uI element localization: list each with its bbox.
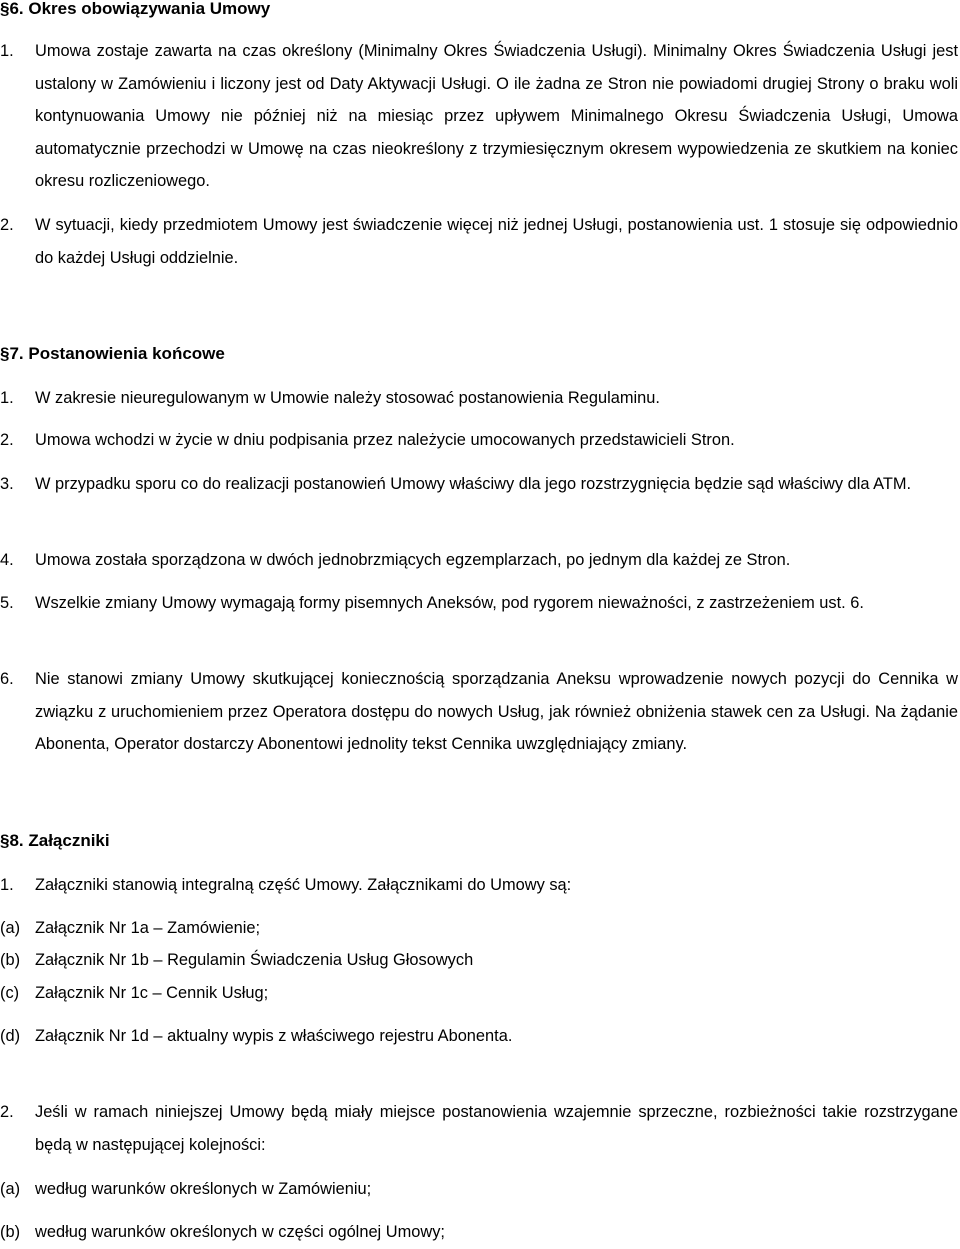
item-number: 2. xyxy=(0,216,14,234)
item-text: Załączniki stanowią integralną część Umowy. Załącznikami do Umowy są: xyxy=(35,876,572,894)
item-number: 2. xyxy=(0,431,14,449)
item-number: 2. xyxy=(0,1103,14,1121)
item-number: 1. xyxy=(0,389,14,407)
item-text: Nie stanowi zmiany Umowy skutkującej koniecznością sporządzania Aneksu wprowadzenie nowych pozycji do Cennika w związku z uruchomieniem przez Operatora dostępu do nowych Usług, jak również obniżenia stawek cen za Usługi. Na żądanie Abonenta, Operator dostarczy Abonentowi jednolity tekst Cennika uwzględniający zmiany. xyxy=(35,670,958,753)
item-number: 6. xyxy=(0,670,14,688)
section-6-item-2 xyxy=(0,209,958,274)
item-number: 3. xyxy=(0,475,14,493)
item-marker: (b) xyxy=(0,951,21,969)
item-text: Załącznik Nr 1d – aktualny wypis z właściwego rejestru Abonenta. xyxy=(35,1027,513,1045)
section-8-item-1 xyxy=(0,869,958,902)
section-7-item-4 xyxy=(0,544,958,577)
section-6-heading: §6. Okres obowiązywania Umowy xyxy=(0,0,271,18)
item-text: Umowa została sporządzona w dwóch jednobrzmiących egzemplarzach, po jednym dla każdej ze Stron. xyxy=(35,551,791,569)
attachment-item-d xyxy=(0,1020,958,1053)
section-6-item-1 xyxy=(0,35,958,198)
item-text: Jeśli w ramach niniejszej Umowy będą miały miejsce postanowienia wzajemnie sprzeczne, rozbieżności takie rozstrzygane będą w następującej kolejności: xyxy=(35,1103,958,1154)
attachment-item-b xyxy=(0,944,958,977)
section-8-heading: §8. Załączniki xyxy=(0,831,110,850)
item-text: W przypadku sporu co do realizacji postanowień Umowy właściwy dla jego rozstrzygnięcia będzie sąd właściwy dla ATM. xyxy=(35,475,912,493)
attachment-item-a xyxy=(0,912,958,945)
item-marker: (d) xyxy=(0,1027,21,1045)
item-number: 1. xyxy=(0,876,14,894)
item-marker: (c) xyxy=(0,984,20,1002)
section-7-item-6 xyxy=(0,663,958,761)
item-text: Umowa wchodzi w życie w dniu podpisania przez należycie umocowanych przedstawicieli Stron. xyxy=(35,431,735,449)
item-text: według warunków określonych w Zamówieniu; xyxy=(35,1180,372,1198)
item-marker: (b) xyxy=(0,1223,21,1241)
section-7-heading: §7. Postanowienia końcowe xyxy=(0,344,225,363)
item-number: 4. xyxy=(0,551,14,569)
item-number: 5. xyxy=(0,594,14,612)
attachment-item-c xyxy=(0,977,958,1010)
section-7-item-1 xyxy=(0,382,958,415)
section-7-item-5 xyxy=(0,587,958,620)
item-text: W zakresie nieuregulowanym w Umowie należy stosować postanowienia Regulaminu. xyxy=(35,389,660,407)
item-text: według warunków określonych w części ogólnej Umowy; xyxy=(35,1223,445,1241)
order-item-a xyxy=(0,1173,958,1206)
item-text: Załącznik Nr 1a – Zamówienie; xyxy=(35,919,261,937)
item-text: Wszelkie zmiany Umowy wymagają formy pisemnych Aneksów, pod rygorem nieważności, z zastrzeżeniem ust. 6. xyxy=(35,594,864,612)
section-7-item-3 xyxy=(0,468,958,501)
item-marker: (a) xyxy=(0,1180,21,1198)
section-8-item-2 xyxy=(0,1096,958,1161)
item-text: Załącznik Nr 1b – Regulamin Świadczenia Usług Głosowych xyxy=(35,951,474,969)
item-text: Załącznik Nr 1c – Cennik Usług; xyxy=(35,984,269,1002)
item-marker: (a) xyxy=(0,919,21,937)
section-7-item-2 xyxy=(0,424,958,457)
item-text: W sytuacji, kiedy przedmiotem Umowy jest świadczenie więcej niż jednej Usługi, postanowienia ust. 1 stosuje się odpowiednio do każdej Usługi oddzielnie. xyxy=(35,216,958,267)
item-number: 1. xyxy=(0,42,14,60)
item-text: Umowa zostaje zawarta na czas określony (Minimalny Okres Świadczenia Usługi). Minimalny Okres Świadczenia Usługi jest ustalony w Zamówieniu i liczony jest od Daty Aktywacji Usługi. O ile żadna ze Stron nie powiadomi drugiej Strony o braku woli kontynuowania Umowy nie później niż na miesiąc przez upływem Minimalnego Okresu Świadczenia Usługi, Umowa automatycznie przechodzi w Umowę na czas nieokreślony z trzymiesięcznym okresem wypowiedzenia ze skutkiem na koniec okresu rozliczeniowego. xyxy=(35,42,958,190)
